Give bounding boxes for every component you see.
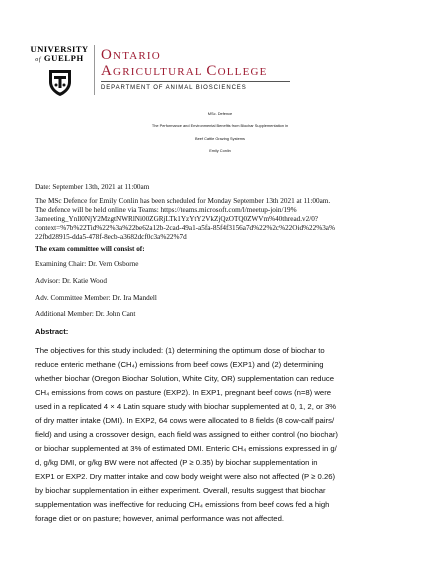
logo-university-text: UNIVERSITY: [30, 44, 89, 54]
abstract-line: CH₄ emissions from cows on pasture (EXP2). In EXP1, pregnant beef cows (n=8) were: [35, 388, 332, 397]
defence-date: Date: September 13th, 2021 at 11:00am: [35, 183, 150, 191]
abstract-line: field) and using a crossover design, each field was assigned to either control (no biochar): [35, 430, 338, 439]
committee-heading: The exam committee will consist of:: [35, 245, 145, 253]
thesis-title-line1: The Performance and Environmental Benefits from Biochar Supplementation in: [151, 123, 289, 128]
abstract-line: reduce enteric methane (CH₄) emissions from beef cows (EXP1) and (2) determining: [35, 360, 324, 369]
college-name-line1: ONTARIO: [101, 47, 161, 63]
shield-crest-icon: [45, 67, 75, 97]
candidate-name: Emily Conlin: [209, 148, 231, 153]
college-name-line2: AGRICULTURAL COLLEGE: [101, 63, 268, 79]
abstract-line: by biochar supplementation in either experiment. Overall, results suggest that biochar: [35, 486, 326, 495]
header-rule: [101, 81, 290, 82]
abstract-line: supplementation was ineffective for reducing CH₄ emissions from beef cows fed a high: [35, 500, 330, 509]
abstract-line: used in a replicated 4 × 4 Latin square study with biochar supplemented at 0, 1, 2, or 3%: [35, 402, 337, 411]
teams-link[interactable]: 22fbd28915-dda5-478f-8ecb-a3682dcf0c3a%22%7d: [35, 233, 187, 241]
defence-label: MSc. Defence: [207, 111, 233, 116]
abstract-line: d, g/kg DMI, or g/kg BW were not affected (P ≥ 0.35) by biochar supplementation in: [35, 458, 318, 467]
announcement-line: The MSc Defence for Emily Conlin has been scheduled for Monday September 13th 2021 at 11:00am.: [35, 197, 331, 205]
abstract-line: The objectives for this study included: (1) determining the optimum dose of biochar to: [35, 346, 325, 355]
abstract-line: EXP1 or EXP2. Dry matter intake and cow body weight were also not affected (P ≥ 0.26): [35, 472, 336, 481]
letterhead: [31, 43, 411, 99]
committee-member: Additional Member: Dr. John Cant: [35, 310, 136, 318]
abstract-line: of dry matter intake (DMI). In EXP2, 64 cows were allocated to 8 fields (8 cow-calf pairs/: [35, 416, 335, 425]
abstract-line: forage diet or on pasture; however, animal performance was not affected.: [35, 514, 284, 523]
university-logo: [31, 43, 88, 97]
teams-link[interactable]: 3ameeting_Ynll0NjY2MzgtNWRlNi00ZGRjLTk1YzYtY2VkZjQzOTQ0ZWVm%40thread.v2/0?: [35, 215, 318, 223]
committee-member: Examining Chair: Dr. Vern Osborne: [35, 260, 139, 268]
abstract-heading: Abstract:: [35, 327, 69, 336]
announcement-line: The defence will be held online via Teams: https://teams.microsoft.com/l/meetup-join/19%: [35, 206, 297, 214]
abstract-line: whether biochar (Oregon Biochar Solution, White City, OR) supplementation can reduce: [35, 374, 334, 383]
committee-member: Adv. Committee Member: Dr. Ira Mandell: [35, 294, 157, 302]
logo-guelph-text: of GUELPH: [35, 53, 84, 63]
thesis-title-line2: Beef Cattle Grazing Systems: [195, 136, 245, 141]
abstract-line: or biochar supplemented at 3% of estimated DMI. Enteric CH₄ emissions expressed in g/: [35, 444, 337, 453]
logo-divider: [94, 45, 95, 95]
department-name: DEPARTMENT OF ANIMAL BIOSCIENCES: [101, 85, 247, 91]
committee-member: Advisor: Dr. Katie Wood: [35, 277, 107, 285]
teams-link[interactable]: context=%7b%22Tid%22%3a%22be62a12b-2cad-49a1-a5fa-85f4f3156a7d%22%2c%22Oid%22%3a%: [35, 224, 335, 232]
